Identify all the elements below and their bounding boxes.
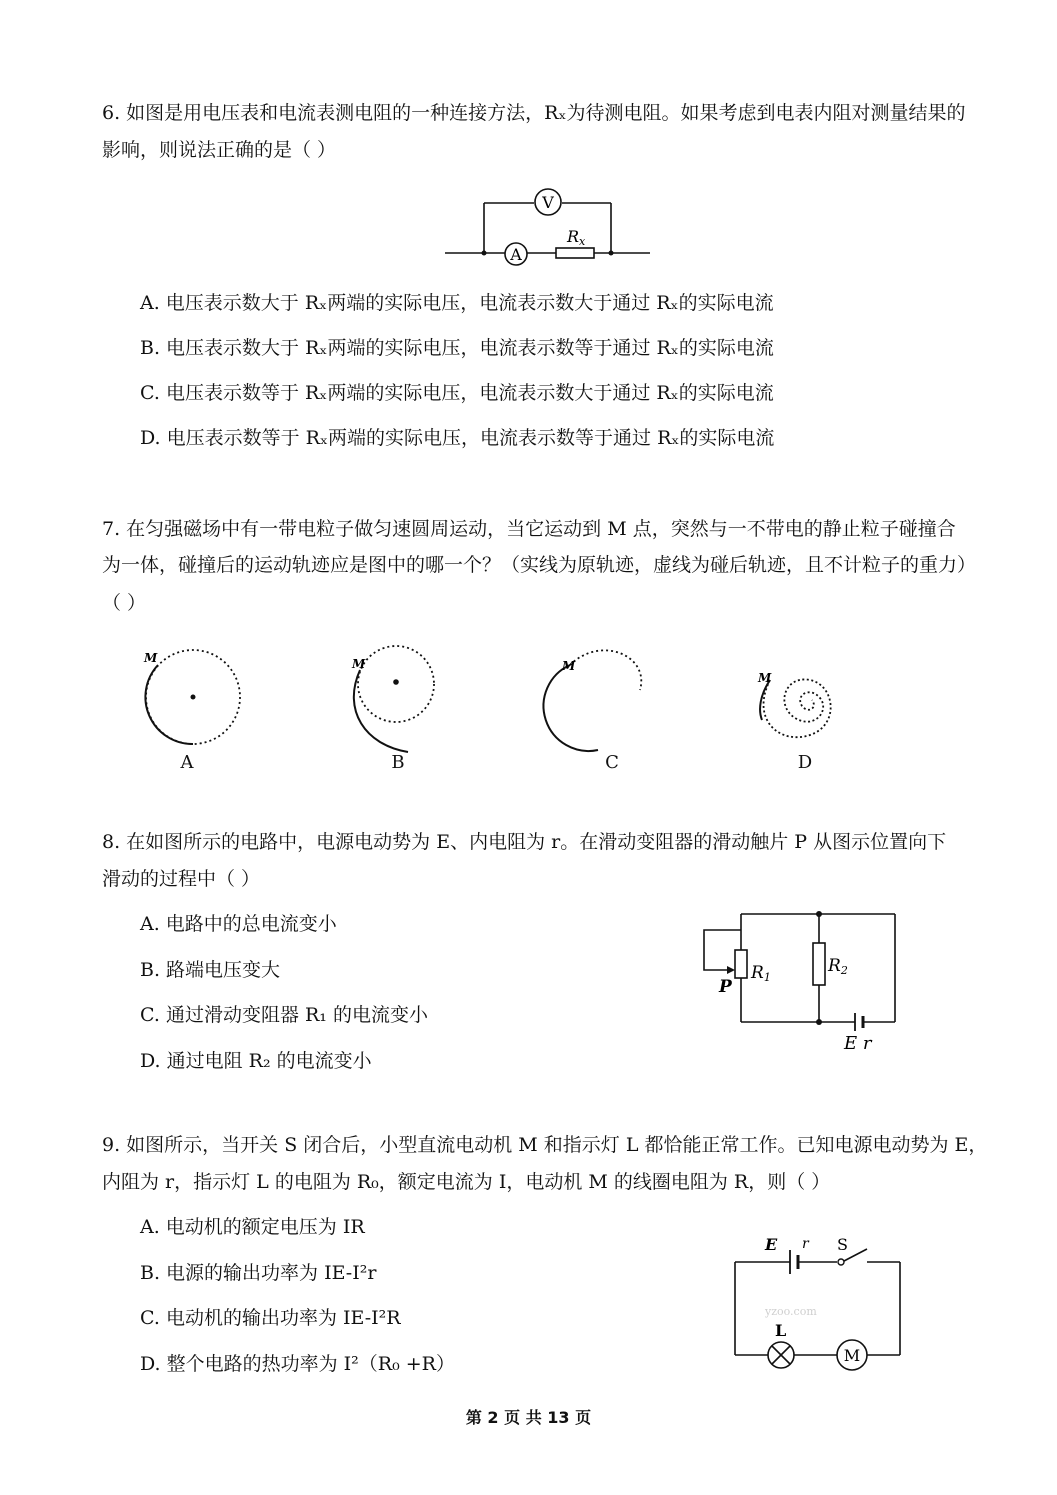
- fig-label-a: A: [180, 752, 194, 773]
- q9-circuit-diagram: [725, 1230, 910, 1375]
- q7-stem-line3: （ ）: [102, 592, 147, 614]
- q9-option-d: D. 整个电路的热功率为 I²（R₀ +R）: [140, 1353, 455, 1375]
- trajectory-c: [544, 650, 642, 751]
- q6-option-b: B. 电压表示数大于 Rₓ两端的实际电压，电流表示数等于通过 Rₓ的实际电流: [140, 337, 774, 359]
- q8-circuit-diagram: [695, 905, 910, 1055]
- voltmeter-label: V: [542, 193, 554, 212]
- q9-option-b: B. 电源的输出功率为 IE-I²r: [140, 1262, 377, 1284]
- q8-option-d: D. 通过电阻 R₂ 的电流变小: [140, 1050, 372, 1072]
- q9-stem-line1: 9. 如图所示，当开关 S 闭合后，小型直流电动机 M 和指示灯 L 都恰能正常工作。已知电源电动势为 E，: [102, 1134, 988, 1156]
- r2-label: R2: [828, 956, 848, 977]
- page-footer: 第 2 页 共 13 页: [465, 1408, 592, 1427]
- motor-label: M: [843, 1346, 861, 1365]
- q9-option-c: C. 电动机的输出功率为 IE-I²R: [140, 1307, 401, 1329]
- fig-label-b: B: [391, 752, 405, 773]
- trajectory-d: [757, 671, 831, 737]
- q6-option-c: C. 电压表示数等于 Rₓ两端的实际电压，电流表示数大于通过 Rₓ的实际电流: [140, 382, 774, 404]
- fig-label-d: D: [797, 752, 813, 773]
- q6-stem-line2: 影响，则说法正确的是（ ）: [102, 139, 337, 161]
- trajectory-a: [143, 650, 240, 744]
- source-label: E r: [844, 1033, 872, 1054]
- q8-stem-line1: 8. 在如图所示的电路中，电源电动势为 E、内电阻为 r。在滑动变阻器的滑动触片 P 从图示位置向下: [102, 831, 947, 853]
- q6-option-d: D. 电压表示数等于 Rₓ两端的实际电压，电流表示数等于通过 Rₓ的实际电流: [140, 427, 775, 449]
- q8-option-b: B. 路端电压变大: [140, 959, 281, 981]
- q6-option-a: A. 电压表示数大于 Rₓ两端的实际电压，电流表示数大于通过 Rₓ的实际电流: [140, 292, 774, 314]
- svg-text:M: M: [352, 657, 366, 671]
- internal-r-label: r: [802, 1236, 809, 1252]
- q6-circuit-diagram: [440, 185, 660, 275]
- ammeter-label: A: [510, 245, 522, 264]
- r1-label: R1: [751, 963, 771, 984]
- svg-text:M: M: [144, 651, 158, 665]
- trajectory-b: [351, 646, 434, 752]
- slider-label: P: [719, 977, 732, 997]
- resistor-r2: [813, 943, 825, 985]
- svg-text:M: M: [758, 671, 772, 685]
- q8-option-a: A. 电路中的总电流变小: [140, 913, 337, 935]
- q9-stem-line2: 内阻为 r，指示灯 L 的电阻为 R₀，额定电流为 I，电动机 M 的线圈电阻为 R，则（ ）: [102, 1171, 831, 1193]
- resistor-rx: [556, 248, 594, 258]
- q8-stem-line2: 滑动的过程中（ ）: [102, 868, 261, 890]
- q6-stem-line1: 6. 如图是用电压表和电流表测电阻的一种连接方法，Rₓ为待测电阻。如果考虑到电表内阻对测量结果的: [102, 102, 966, 124]
- emf-label: E: [765, 1235, 778, 1254]
- rx-label: Rx: [567, 227, 586, 248]
- watermark: yzoo.com: [765, 1305, 817, 1318]
- slider-arrow: [727, 966, 735, 974]
- q7-stem-line1: 7. 在匀强磁场中有一带电粒子做匀速圆周运动，当它运动到 M 点，突然与一不带电的静止粒子碰撞合: [102, 518, 956, 540]
- q9-option-a: A. 电动机的额定电压为 IR: [140, 1216, 365, 1238]
- q8-option-c: C. 通过滑动变阻器 R₁ 的电流变小: [140, 1004, 428, 1026]
- switch-label: S: [837, 1235, 848, 1254]
- lamp-label: L: [775, 1321, 787, 1340]
- resistor-r1: [735, 950, 747, 978]
- q7-stem-line2: 为一体，碰撞后的运动轨迹应是图中的哪一个？（实线为原轨迹，虚线为碰后轨迹，且不计粒子的重力）: [102, 554, 977, 576]
- fig-label-c: C: [605, 752, 619, 773]
- q7-trajectory-figures: [130, 640, 850, 765]
- svg-text:M: M: [562, 659, 576, 673]
